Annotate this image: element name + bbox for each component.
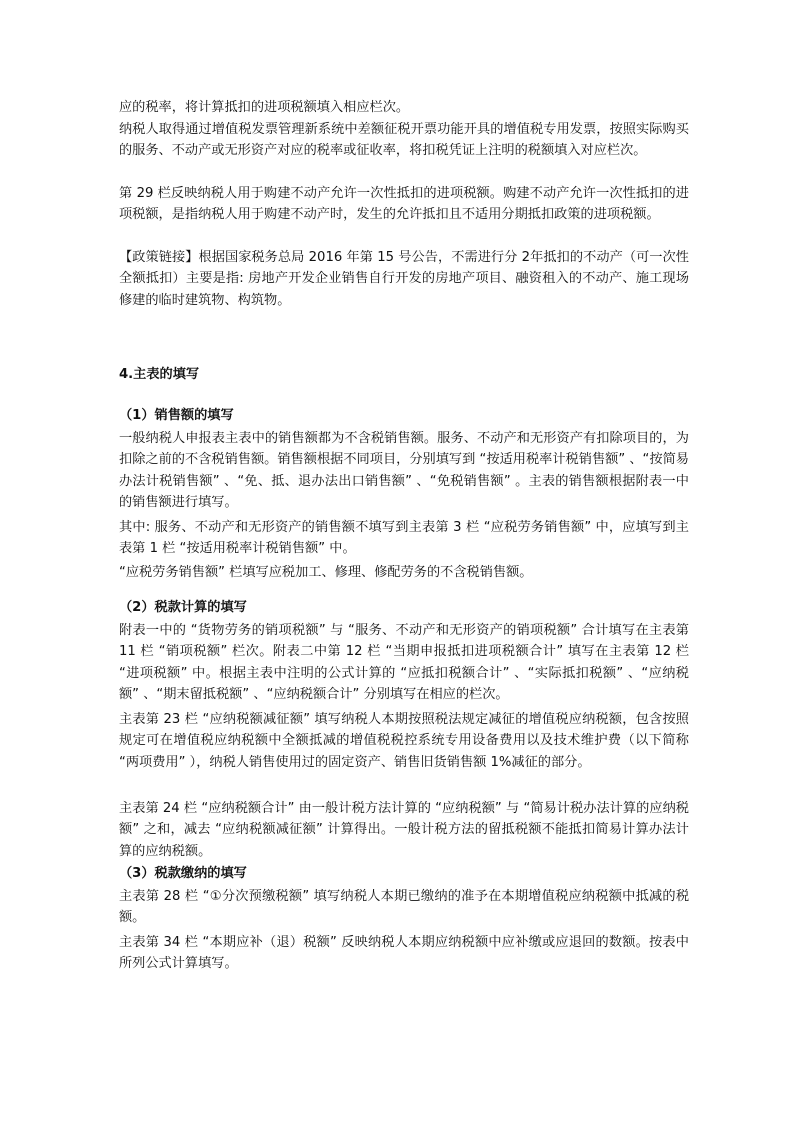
paragraph: 主表第 23 栏 “应纳税额减征额” 填写纳税人本期按照税法规定减征的增值税应纳税额，包含按照规定可在增值税应纳税额中全额抵减的增值税税控系统专用设备费用以及技术维护费（以下简称 “两项费用” ），纳税人销售使用过的固定资产、销售旧货销售额 1%减征的部分。 — [119, 712, 689, 770]
paragraph: 其中: 服务、不动产和无形资产的销售额不填写到主表第 3 栏 “应税劳务销售额” 中，应填写到主表第 1 栏 “按适用税率计税销售额” 中。 — [119, 520, 689, 557]
paragraph: 附表一中的 “货物劳务的销项税额” 与 “服务、不动产和无形资产的销项税额” 合计填写在主表第 11 栏 “销项税额” 栏次。附表二中第 12 栏 “当期申报抵扣进项税额合计” 填写在主表第 12 栏 “进项税额” 中。根据主表中注明的公式计算的 “应抵扣税额合计” 、“实际抵扣税额” 、“应纳税额” 、“期末留抵税额” 、“应纳税额合计” 分别填写在相应的栏次。 — [119, 623, 689, 703]
paragraph: 主表第 34 栏 “本期应补（退）税额” 反映纳税人本期应纳税额中应补缴或应退回的数额。按表中所列公式计算填写。 — [119, 935, 689, 972]
paragraph: 纳税人取得通过增值税发票管理新系统中差额征税开票功能开具的增值税专用发票，按照实际购买的服务、不动产或无形资产对应的税率或征收率，将扣税凭证上注明的税额填入对应栏次。 — [119, 122, 689, 159]
paragraph: 一般纳税人申报表主表中的销售额都为不含税销售额。服务、不动产和无形资产有扣除项目的，为扣除之前的不含税销售额。销售额根据不同项目，分别填写到 “按适用税率计税销售额” 、“按简易办法计税销售额” 、“免、抵、退办法出口销售额” 、“免税销售额” 。主表的销售额根据附表一中的销售额进行填写。 — [119, 431, 689, 511]
paragraph: “应税劳务销售额” 栏填写应税加工、修理、修配劳务的不含税销售额。 — [119, 565, 533, 580]
subsection-heading: （3）税款缴纳的填写 — [119, 866, 247, 881]
subsection-heading: （1）销售额的填写 — [119, 408, 234, 423]
paragraph: 主表第 28 栏 “①分次预缴税额” 填写纳税人本期已缴纳的准予在本期增值税应纳税额中抵减的税额。 — [119, 889, 689, 926]
section-heading: 4.主表的填写 — [119, 367, 200, 382]
policy-link-paragraph: 【政策链接】根据国家税务总局 2016 年第 15 号公告，不需进行分 2年抵扣的不动产（可一次性全额抵扣）主要是指: 房地产开发企业销售自行开发的房地产项目、融资租入的不动产、施工现场修建的临时建筑物、构筑物。 — [119, 250, 689, 308]
subsection-heading: （2）税款计算的填写 — [119, 600, 247, 615]
paragraph: 应的税率，将计算抵扣的进项税额填入相应栏次。 — [119, 100, 410, 115]
paragraph: 主表第 24 栏 “应纳税额合计” 由一般计税方法计算的 “应纳税额” 与 “简易计税办法计算的应纳税额” 之和，减去 “应纳税额减征额” 计算得出。一般计税方法的留抵税额不能抵扣简易计算办法计算的应纳税额。 — [119, 801, 689, 859]
paragraph: 第 29 栏反映纳税人用于购建不动产允许一次性抵扣的进项税额。购建不动产允许一次性抵扣的进项税额，是指纳税人用于购建不动产时，发生的允许抵扣且不适用分期抵扣政策的进项税额。 — [119, 186, 689, 223]
